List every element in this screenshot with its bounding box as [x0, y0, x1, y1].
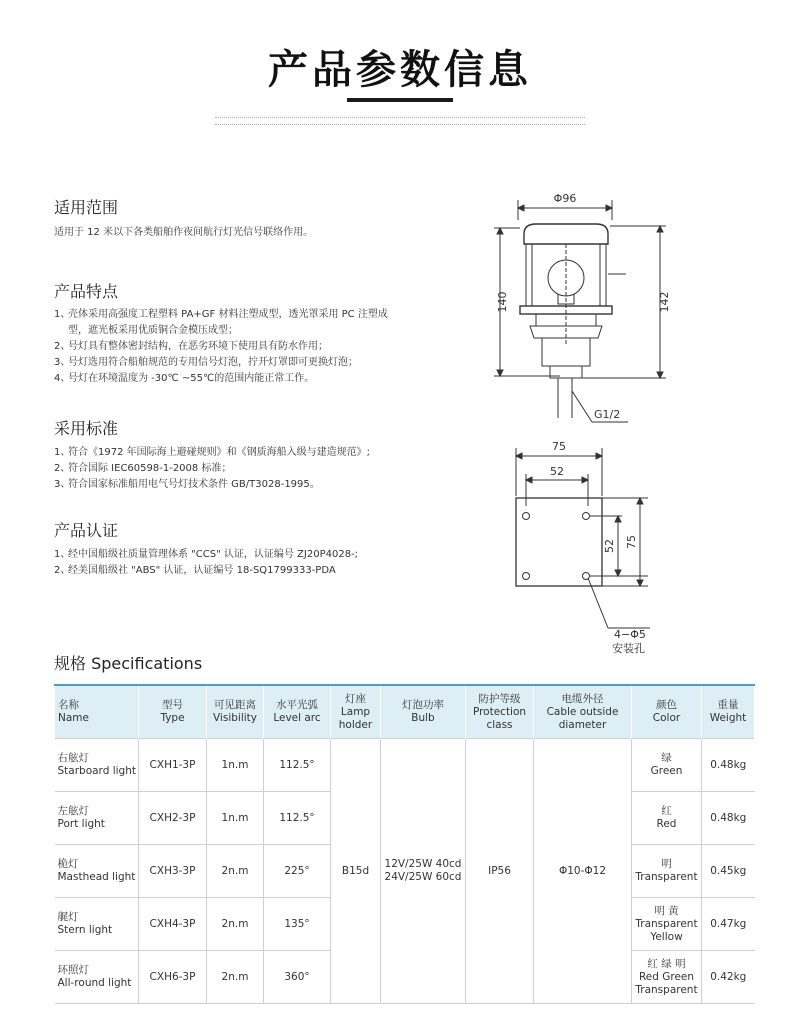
list-item: 1、 符合《1972 年国际海上避碰规则》和《钢质海船入级与建造规范》;	[54, 447, 370, 458]
col-header-visibility: 可见距离 Visibility	[207, 685, 264, 739]
cell-color: 明 Transparent	[632, 845, 702, 898]
page-title: 产品参数信息	[268, 47, 532, 93]
dim-base-width: 75	[552, 440, 566, 453]
cell-arc: 112.5°	[264, 792, 331, 845]
certification-list	[54, 547, 404, 579]
col-header-type: 型号 Type	[139, 685, 207, 739]
cell-name: 左舷灯 Port light	[55, 792, 139, 845]
cell-color: 绿 Green	[632, 739, 702, 792]
thread-label: G1/2	[594, 408, 621, 421]
divider	[215, 124, 585, 125]
col-header-weight: 重量 Weight	[702, 685, 755, 739]
holes-label: 安装孔	[612, 642, 645, 655]
certification-title: 产品认证	[54, 521, 119, 540]
cell-color: 明 黄 Transparent Yellow	[632, 898, 702, 951]
cell-lamp-holder: B15d	[331, 739, 381, 1004]
standards-title: 采用标准	[54, 419, 119, 438]
dim-top: Φ96	[553, 192, 577, 205]
standards-list	[54, 445, 404, 493]
cell-name: 桅灯 Masthead light	[55, 845, 139, 898]
features-list	[54, 307, 404, 387]
cell-weight: 0.42kg	[702, 951, 755, 1004]
col-header-name: 名称 Name	[55, 685, 139, 739]
cell-arc: 112.5°	[264, 739, 331, 792]
cell-type: CXH2-3P	[139, 792, 207, 845]
features-title: 产品特点	[54, 282, 119, 301]
list-item: 2、 经美国船级社 "ABS" 认证，认证编号 18-SQ1799333-PDA	[54, 565, 336, 576]
cell-type: CXH1-3P	[139, 739, 207, 792]
specs-title: 规格 Specifications	[54, 654, 203, 673]
dim-hole-v: 52	[603, 539, 616, 553]
col-header-color: 颜色 Color	[632, 685, 702, 739]
list-item: 4、 号灯在环境温度为 -30℃ ~55℃的范围内能正常工作。	[54, 373, 315, 384]
cell-cable: Φ10-Φ12	[534, 739, 632, 1004]
cell-color: 红 绿 明 Red Green Transparent	[632, 951, 702, 1004]
cell-visibility: 2n.m	[207, 951, 264, 1004]
title-underline	[347, 98, 453, 102]
col-header-cable: 电缆外径 Cable outside diameter	[534, 685, 632, 739]
cell-visibility: 1n.m	[207, 792, 264, 845]
cell-weight: 0.47kg	[702, 898, 755, 951]
cell-color: 红 Red	[632, 792, 702, 845]
cell-type: CXH6-3P	[139, 951, 207, 1004]
cell-arc: 225°	[264, 845, 331, 898]
dim-base-height: 75	[625, 535, 638, 549]
cell-weight: 0.48kg	[702, 739, 755, 792]
col-header-lamp-holder: 灯座 Lamp holder	[331, 685, 381, 739]
holes-spec: 4−Φ5	[614, 628, 646, 641]
cell-protection: IP56	[466, 739, 534, 1004]
cell-type: CXH4-3P	[139, 898, 207, 951]
dim-hole-h: 52	[550, 465, 564, 478]
cell-arc: 360°	[264, 951, 331, 1004]
table-row	[55, 739, 755, 792]
cell-visibility: 1n.m	[207, 739, 264, 792]
table-header-row	[55, 685, 755, 739]
cell-weight: 0.48kg	[702, 792, 755, 845]
cell-type: CXH3-3P	[139, 845, 207, 898]
cell-visibility: 2n.m	[207, 845, 264, 898]
spec-table	[54, 684, 755, 1004]
list-item: 2、 符合国际 IEC60598-1-2008 标准；	[54, 463, 232, 474]
col-header-protection: 防护等级 Protection class	[466, 685, 534, 739]
cell-name: 环照灯 All-round light	[55, 951, 139, 1004]
dim-left: 140	[496, 291, 509, 313]
technical-drawing	[480, 186, 690, 656]
dim-right: 142	[658, 291, 671, 313]
scope-text: 适用于 12 米以下各类船舶作夜间航行灯光信号联络作用。	[54, 227, 314, 238]
list-item: 2、 号灯具有整体密封结构，在恶劣环境下使用具有防水作用；	[54, 341, 328, 352]
scope-title: 适用范围	[54, 198, 119, 217]
cell-bulb: 12V/25W 40cd 24V/25W 60cd	[381, 739, 466, 1004]
list-item: 1、 壳体采用高强度工程塑料 PA+GF 材料注塑成型，透光罩采用 PC 注塑成型，遮光板采用优质铜合金模压成型；	[54, 309, 388, 336]
list-item: 3、 符合国家标准船用电气号灯技术条件 GB/T3028-1995。	[54, 479, 320, 490]
cell-name: 右舷灯 Starboard light	[55, 739, 139, 792]
col-header-bulb: 灯泡功率 Bulb	[381, 685, 466, 739]
list-item: 1、 经中国船级社质量管理体系 "CCS" 认证，认证编号 ZJ20P4028-;	[54, 549, 359, 560]
cell-visibility: 2n.m	[207, 898, 264, 951]
cell-name: 艉灯 Stern light	[55, 898, 139, 951]
cell-arc: 135°	[264, 898, 331, 951]
cell-weight: 0.45kg	[702, 845, 755, 898]
list-item: 3、 号灯选用符合船舶规范的专用信号灯泡，拧开灯罩即可更换灯泡；	[54, 357, 358, 368]
col-header-arc: 水平光弧 Level arc	[264, 685, 331, 739]
divider	[215, 117, 585, 118]
